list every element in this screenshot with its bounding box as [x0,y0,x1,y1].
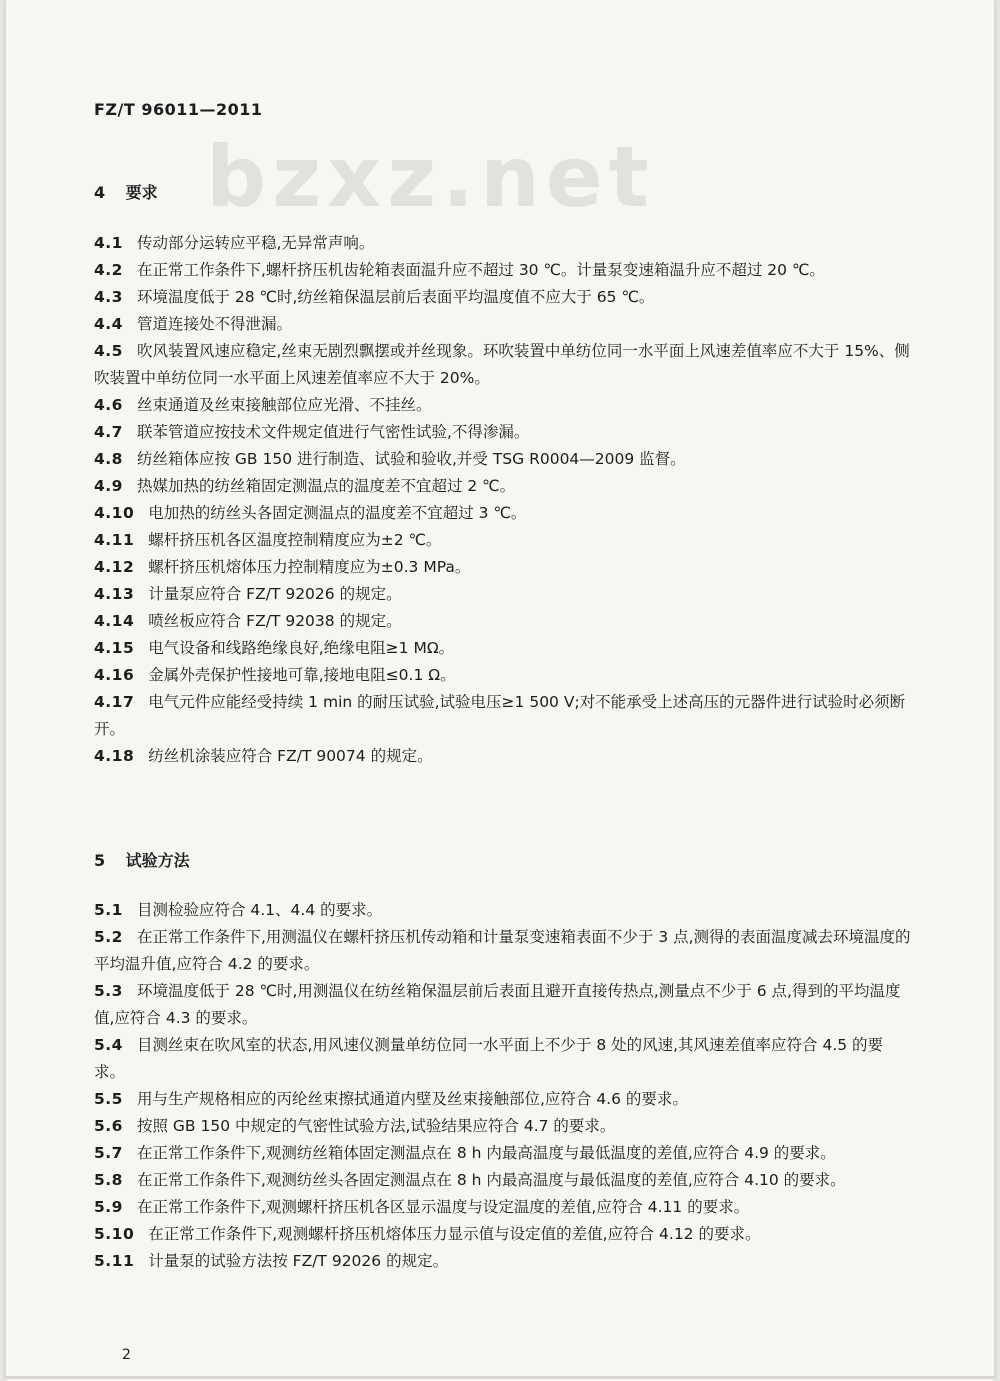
clause-4-12 [94,554,914,581]
section-number: 4 [94,183,106,202]
clause-number: 4.5 [94,342,123,360]
clause-number: 4.1 [94,234,123,252]
page-number: 2 [122,1347,131,1363]
clause-text: 电气元件应能经受持续 1 min 的耐压试验,试验电压≥1 500 V;对不能承受上述高压的元器件进行试验时必须断开。 [94,693,906,738]
clause-number: 4.17 [94,693,135,711]
section-heading-4 [94,180,158,203]
clause-5-11 [94,1248,914,1275]
clause-5-8 [94,1167,914,1194]
standard-number: FZ/T 96011—2011 [94,100,263,119]
clause-number: 5.11 [94,1252,135,1270]
clause-4-5 [94,338,914,392]
clause-number: 5.3 [94,982,123,1000]
clause-4-8 [94,446,914,473]
clause-number: 5.10 [94,1225,135,1243]
document-page [6,0,994,1381]
clause-4-15 [94,635,914,662]
clause-5-2 [94,924,914,978]
clause-number: 4.3 [94,288,123,306]
clause-4-13 [94,581,914,608]
clause-text: 传动部分运转应平稳,无异常声响。 [136,234,375,252]
clause-number: 5.4 [94,1036,123,1054]
clause-4-11 [94,527,914,554]
clause-number: 5.7 [94,1144,123,1162]
clause-text: 在正常工作条件下,用测温仪在螺杆挤压机传动箱和计量泵变速箱表面不少于 3 点,测得的表面温度减去环境温度的平均温升值,应符合 4.2 的要求。 [94,928,911,973]
section-number: 5 [94,851,106,870]
clause-4-9 [94,473,914,500]
clause-text: 目测丝束在吹风室的状态,用风速仪测量单纺位同一水平面上不少于 8 处的风速,其风速差值率应符合 4.5 的要求。 [94,1036,884,1081]
clause-number: 4.12 [94,558,135,576]
clause-4-7 [94,419,914,446]
clause-text: 计量泵应符合 FZ/T 92026 的规定。 [148,585,402,603]
clause-number: 5.5 [94,1090,123,1108]
clause-text: 丝束通道及丝束接触部位应光滑、不挂丝。 [136,396,432,414]
section-title: 试验方法 [125,851,190,870]
clause-text: 电加热的纺丝头各固定测温点的温度差不宜超过 3 ℃。 [148,504,527,522]
watermark: bzxz.net [206,128,655,226]
clause-text: 环境温度低于 28 ℃时,用测温仪在纺丝箱保温层前后表面且避开直接传热点,测量点不少于 6 点,得到的平均温度值,应符合 4.3 的要求。 [94,982,901,1027]
clause-number: 4.16 [94,666,135,684]
clause-number: 4.10 [94,504,135,522]
clause-text: 用与生产规格相应的丙纶丝束擦拭通道内壁及丝束接触部位,应符合 4.6 的要求。 [136,1090,688,1108]
clause-number: 5.8 [94,1171,123,1189]
clause-5-9 [94,1194,914,1221]
clause-text: 联苯管道应按技术文件规定值进行气密性试验,不得渗漏。 [136,423,530,441]
clause-text: 管道连接处不得泄漏。 [136,315,292,333]
clause-text: 目测检验应符合 4.1、4.4 的要求。 [136,901,383,919]
clause-text: 纺丝机涂装应符合 FZ/T 90074 的规定。 [148,747,433,765]
clause-5-10 [94,1221,914,1248]
clause-number: 5.9 [94,1198,123,1216]
clause-4-10 [94,500,914,527]
clause-number: 4.6 [94,396,123,414]
clause-text: 喷丝板应符合 FZ/T 92038 的规定。 [148,612,402,630]
clause-5-3 [94,978,914,1032]
clause-4-16 [94,662,914,689]
clause-4-18 [94,743,914,770]
clause-5-1 [94,897,914,924]
clause-number: 4.18 [94,747,135,765]
section-4-clauses [94,230,914,770]
clause-4-4 [94,311,914,338]
clause-number: 4.4 [94,315,123,333]
clause-number: 4.2 [94,261,123,279]
clause-number: 4.11 [94,531,135,549]
clause-5-4 [94,1032,914,1086]
clause-5-5 [94,1086,914,1113]
clause-number: 4.15 [94,639,135,657]
clause-text: 在正常工作条件下,观测纺丝头各固定测温点在 8 h 内最高温度与最低温度的差值,应符合 4.10 的要求。 [136,1171,846,1189]
clause-4-2 [94,257,914,284]
clause-number: 4.9 [94,477,123,495]
clause-5-6 [94,1113,914,1140]
clause-text: 在正常工作条件下,观测螺杆挤压机各区显示温度与设定温度的差值,应符合 4.11 的要求。 [136,1198,750,1216]
clause-text: 环境温度低于 28 ℃时,纺丝箱保温层前后表面平均温度值不应大于 65 ℃。 [136,288,655,306]
clause-text: 电气设备和线路绝缘良好,绝缘电阻≥1 MΩ。 [148,639,455,657]
clause-4-17 [94,689,914,743]
clause-number: 5.1 [94,901,123,919]
section-5-clauses [94,897,914,1275]
clause-4-14 [94,608,914,635]
clause-text: 螺杆挤压机各区温度控制精度应为±2 ℃。 [148,531,442,549]
clause-text: 热媒加热的纺丝箱固定测温点的温度差不宜超过 2 ℃。 [136,477,516,495]
section-title: 要求 [125,183,158,202]
clause-text: 纺丝箱体应按 GB 150 进行制造、试验和验收,并受 TSG R0004—2009 监督。 [136,450,686,468]
clause-text: 按照 GB 150 中规定的气密性试验方法,试验结果应符合 4.7 的要求。 [136,1117,616,1135]
clause-number: 4.8 [94,450,123,468]
section-heading-5 [94,848,190,871]
clause-text: 在正常工作条件下,观测螺杆挤压机熔体压力显示值与设定值的差值,应符合 4.12 的要求。 [148,1225,761,1243]
clause-text: 计量泵的试验方法按 FZ/T 92026 的规定。 [148,1252,449,1270]
clause-4-1 [94,230,914,257]
clause-text: 螺杆挤压机熔体压力控制精度应为±0.3 MPa。 [148,558,471,576]
clause-text: 在正常工作条件下,观测纺丝箱体固定测温点在 8 h 内最高温度与最低温度的差值,应符合 4.9 的要求。 [136,1144,836,1162]
clause-number: 5.2 [94,928,123,946]
clause-5-7 [94,1140,914,1167]
clause-number: 4.7 [94,423,123,441]
clause-text: 吹风装置风速应稳定,丝束无剧烈飘摆或并丝现象。环吹装置中单纺位同一水平面上风速差值率应不大于 15%、侧吹装置中单纺位同一水平面上风速差值率应不大于 20%。 [94,342,910,387]
clause-text: 金属外壳保护性接地可靠,接地电阻≤0.1 Ω。 [148,666,456,684]
page-edge [6,1376,994,1379]
clause-4-6 [94,392,914,419]
clause-text: 在正常工作条件下,螺杆挤压机齿轮箱表面温升应不超过 30 ℃。计量泵变速箱温升应不超过 20 ℃。 [136,261,825,279]
clause-number: 4.13 [94,585,135,603]
clause-number: 5.6 [94,1117,123,1135]
clause-4-3 [94,284,914,311]
clause-number: 4.14 [94,612,135,630]
